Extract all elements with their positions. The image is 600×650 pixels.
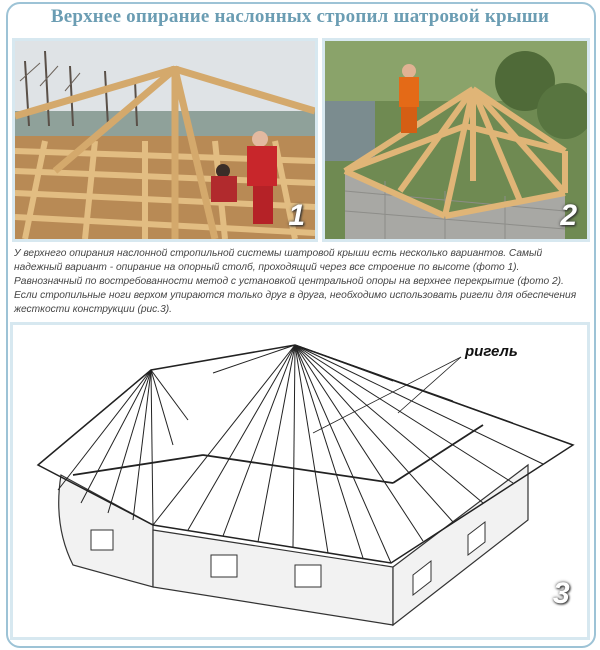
photo-1-number: 1 — [288, 199, 305, 232]
photo-2 — [322, 38, 590, 242]
photo-2-number: 2 — [560, 199, 577, 232]
rafters-on-central-post-icon — [15, 41, 315, 239]
figure-3-number: 3 — [553, 577, 570, 610]
photo-1 — [12, 38, 318, 242]
rafters-on-central-support-icon — [325, 41, 587, 239]
hip-roof-drawing — [10, 322, 590, 640]
page-title: Верхнее опирание наслонных стропил шатровой крыши — [50, 6, 550, 27]
rigel-label: ригель — [465, 343, 518, 360]
caption-text: У верхнего опирания наслонной стропильной системы шатровой крыши есть несколько вариантов. Самый надежный вариант - опирание на опорный столб, проходящий через все строение по высоте (фото 1). Равнозначный по востребованности метод с установкой центральной опоры на верхнее перекрытие (фото 2). Если стропильные ноги верхом упираются только друг в друга, необходимо использовать ригели для обеспечения жесткости конструкции (рис.3). — [14, 248, 577, 315]
hip-roof-rafters-icon — [13, 325, 587, 637]
